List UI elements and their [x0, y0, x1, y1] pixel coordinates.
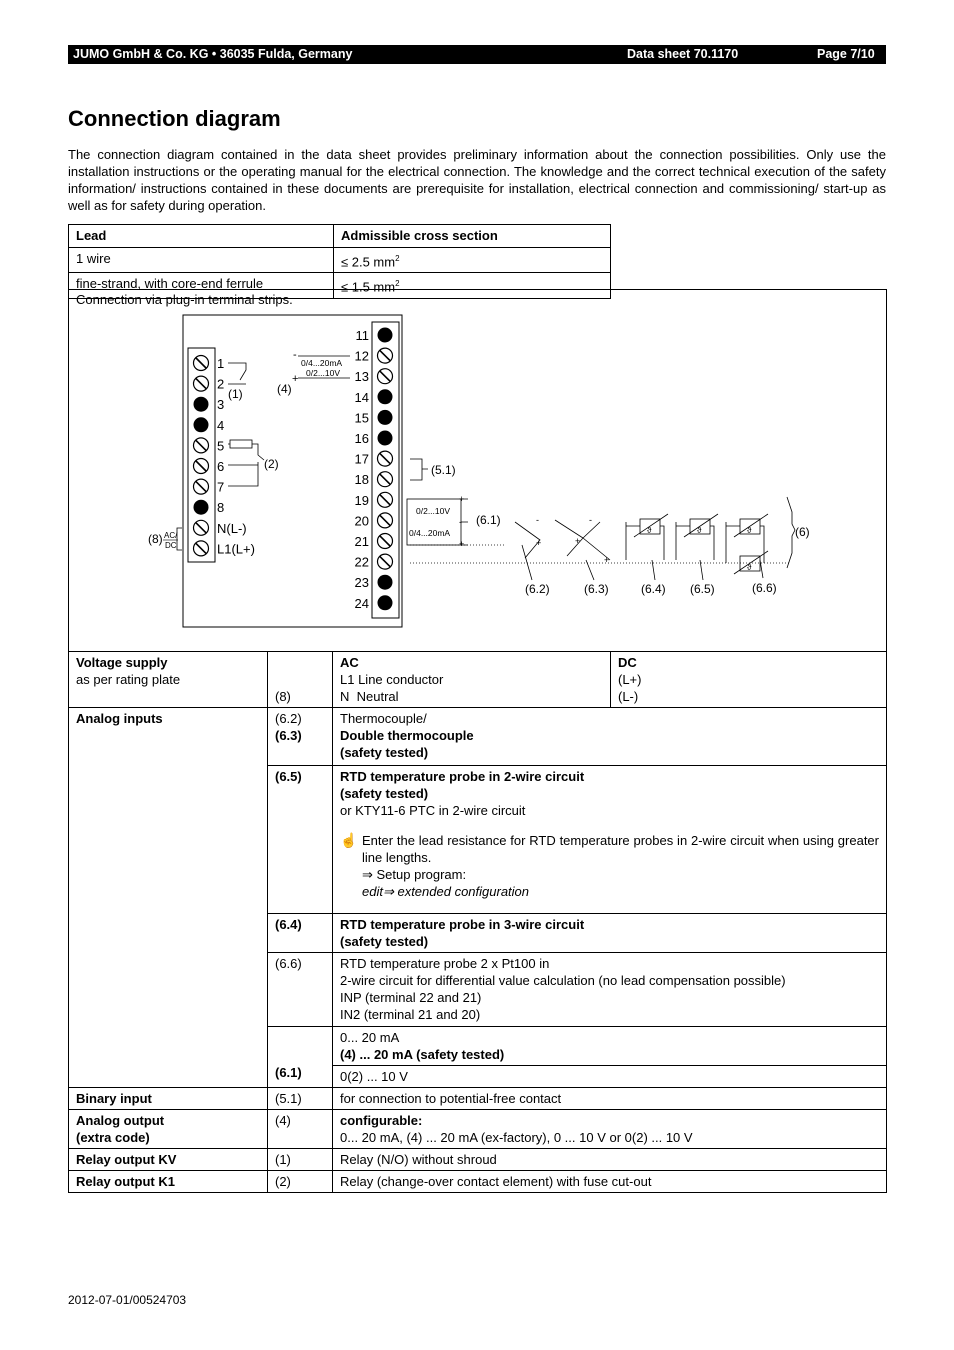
out-minus: - — [293, 349, 297, 361]
table-row — [69, 1171, 887, 1193]
table-row — [69, 708, 887, 766]
out-ma-label: 0/4...20mA — [301, 358, 343, 368]
table-cell: Analog output (extra code) — [69, 1110, 268, 1149]
table-cell: ≤ 1.5 $mm^2$ — [334, 273, 611, 298]
table-cell: DC (L+) (L-) — [611, 652, 887, 708]
table-row — [69, 1088, 887, 1110]
terminal-number: 4 — [217, 417, 225, 433]
diagram-frame — [68, 289, 887, 652]
lead-table — [68, 224, 611, 299]
table-cell: 1 wire — [69, 248, 334, 273]
table-row — [69, 225, 611, 248]
svg-text:ϑ: ϑ — [747, 563, 752, 572]
ref-6-4: (6.4) — [641, 582, 666, 596]
table-cell: ≤ 2.5 $mm^2$ — [334, 248, 611, 273]
header-page: Page 7/10 — [817, 47, 875, 61]
terminal-number: 13 — [354, 369, 369, 385]
footer-date: 2012-07-01/00524703 — [68, 1293, 187, 1307]
table-cell: Relay output K1 — [69, 1171, 268, 1193]
table-row — [69, 652, 887, 708]
table-cell: (6.5) — [268, 766, 333, 914]
ref-6-3: (6.3) — [584, 582, 609, 596]
table-cell: Binary input — [69, 1088, 268, 1110]
terminal-number: 21 — [354, 534, 369, 549]
svg-text:ϑ: ϑ — [697, 526, 702, 535]
analog-inputs-label: Analog inputs — [69, 708, 268, 1088]
diagram-caption: Connection via plug-in terminal strips. — [76, 292, 293, 307]
table-cell: (6.4) — [268, 914, 333, 953]
terminal-number: 16 — [354, 431, 369, 446]
terminal-number: L1(L+) — [217, 541, 255, 557]
out-plus: + — [292, 373, 299, 385]
column-header: Admissible cross section — [334, 225, 611, 248]
table-cell: AC L1 Line conductor N Neutral — [333, 652, 611, 708]
ref-4: (4) — [277, 382, 292, 396]
ref-6-5: (6.5) — [690, 582, 715, 596]
table-cell: configurable: 0... 20 mA, (4) ... 20 mA (ex-factory), 0 ... 10 V or 0(2) ... 10 V — [333, 1110, 887, 1149]
acdc-bottom: DC — [165, 541, 177, 550]
svg-text:ϑ: ϑ — [747, 526, 752, 535]
svg-text:+: + — [536, 538, 542, 548]
terminal-number: N(L-) — [217, 520, 247, 536]
table-cell: (1) — [268, 1149, 333, 1171]
table-row — [69, 1149, 887, 1171]
terminal-number: 8 — [217, 500, 225, 516]
table-cell: Relay (change-over contact element) with fuse cut-out — [333, 1171, 887, 1193]
table-cell: Voltage supply as per rating plate — [69, 652, 268, 708]
ref-6-1: (6.1) — [476, 513, 501, 527]
table-row — [69, 1110, 887, 1149]
terminal-number: 7 — [217, 479, 225, 495]
ref-2: (2) — [264, 457, 279, 471]
terminal-number: 20 — [354, 513, 369, 529]
table-cell: (6.2) (6.3) — [268, 708, 333, 766]
acdc-top: AC/ — [164, 531, 178, 540]
ref-6-6: (6.6) — [752, 581, 777, 595]
page-title: Connection diagram — [68, 106, 281, 131]
svg-text:ϑ: ϑ — [647, 526, 652, 535]
table-cell: Relay output KV — [69, 1149, 268, 1171]
terminal-number: 15 — [354, 410, 369, 426]
spec-table — [68, 651, 887, 1193]
table-cell: for connection to potential-free contact — [333, 1088, 887, 1110]
table-cell: Relay (N/O) without shroud — [333, 1149, 887, 1171]
out-v-label: 0/2...10V — [306, 368, 341, 378]
svg-text:-: - — [589, 515, 592, 525]
table-cell: (6.1) — [268, 1027, 333, 1088]
table-cell: (6.6) — [268, 953, 333, 1027]
table-cell: RTD temperature probe 2 x Pt100 in 2-wire circuit for differential value calculation (no lead compensation possible) INP (terminal 22 and 21) IN2 (terminal 21 and 20) — [333, 953, 887, 1027]
in-ma-label: 0/4...20mA — [409, 528, 451, 538]
pointing-hand-icon: ☝ — [340, 832, 358, 848]
terminal-number: 22 — [354, 554, 369, 570]
ref-5-1: (5.1) — [431, 463, 456, 477]
table-cell: (4) — [268, 1110, 333, 1149]
terminal-number: 1 — [217, 356, 225, 371]
svg-text:+: + — [575, 536, 581, 546]
terminal-number: 18 — [354, 472, 369, 488]
svg-text:+: + — [459, 494, 465, 504]
table-cell: (2) — [268, 1171, 333, 1193]
terminal-number: 6 — [217, 459, 225, 474]
terminal-number: 11 — [355, 328, 369, 343]
table-cell: (5.1) — [268, 1088, 333, 1110]
header-company: JUMO GmbH & Co. KG • 36035 Fulda, Germany — [73, 47, 353, 61]
terminal-number: 3 — [217, 397, 225, 413]
table-cell: (8) — [268, 652, 333, 708]
page-header — [68, 45, 886, 64]
in-v-label: 0/2...10V — [416, 506, 451, 516]
terminal-number: 14 — [354, 389, 369, 405]
column-header: Lead — [69, 225, 334, 248]
svg-text:+: + — [459, 539, 465, 549]
table-cell: RTD temperature probe in 2-wire circuit (safety tested) or KTY11-6 PTC in 2-wire circuit ☝ Enter the lead resistance for RTD temperature probes in 2-wire circuit when using greater line lengths. ⇒ Setup program: edit⇒ extended configuration — [333, 766, 887, 914]
terminal-number: 5 — [217, 438, 225, 454]
terminal-number: 19 — [354, 492, 369, 508]
svg-text:-: - — [536, 515, 539, 525]
table-cell: 0... 20 mA (4) ... 20 mA (safety tested) — [333, 1027, 887, 1066]
ref-6-2: (6.2) — [525, 582, 550, 596]
ref-6: (6) — [795, 525, 810, 539]
table-cell: 0(2) ... 10 V — [333, 1066, 887, 1088]
ref-8: (8) — [148, 532, 163, 546]
table-cell: Thermocouple/ Double thermocouple (safety tested) — [333, 708, 887, 766]
table-cell: RTD temperature probe in 3-wire circuit (safety tested) — [333, 914, 887, 953]
terminal-number: 2 — [217, 376, 225, 392]
terminal-number: 23 — [354, 575, 369, 591]
svg-text:-: - — [459, 517, 462, 527]
ref-1: (1) — [228, 387, 243, 401]
intro-paragraph: The connection diagram contained in the data sheet provides preliminary information about the connection possibilities. Only use the installation instructions or the operating manual for the electrical connection. The knowledge and the correct technical execution of the safety information/ instructions contained in these documents are prerequisite for installation, electrical connection and commissioning/ start-up as well as for safety during operation. — [68, 147, 886, 213]
terminal-number: 12 — [354, 348, 369, 364]
terminal-number: 17 — [354, 451, 369, 467]
table-cell: fine-strand, with core-end ferrule — [69, 273, 334, 298]
table-row — [69, 248, 611, 273]
terminal-number: 24 — [354, 595, 369, 611]
svg-text:+: + — [604, 555, 610, 565]
header-sheet: Data sheet 70.1170 — [627, 47, 739, 61]
